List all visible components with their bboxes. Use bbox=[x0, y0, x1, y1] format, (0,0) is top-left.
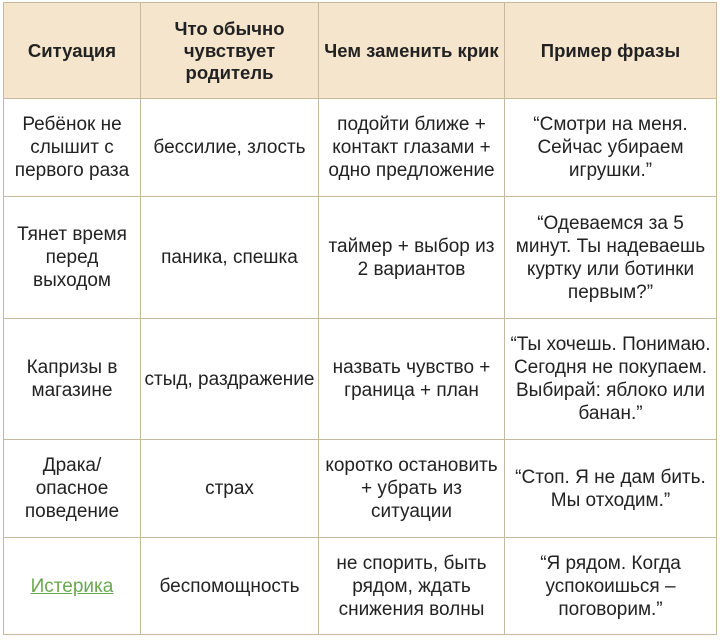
cell-phrase: “Я рядом. Когда успокоишься – поговорим.” bbox=[505, 538, 717, 635]
cell-situation: Ребёнок не слышит с первого раза bbox=[4, 99, 141, 197]
cell-situation bbox=[4, 538, 141, 635]
cell-feeling: стыд, раздражение bbox=[141, 319, 319, 440]
cell-phrase: “Ты хочешь. Понимаю. Сегодня не покупаем. Выбирай: яблоко или банан.” bbox=[505, 319, 717, 440]
cell-feeling: беспомощность bbox=[141, 538, 319, 635]
table-container bbox=[3, 2, 717, 635]
cell-replacement: назвать чувство + граница + план bbox=[319, 319, 505, 440]
cell-replacement: коротко остановить + убрать из ситуации bbox=[319, 440, 505, 538]
cell-feeling: паника, спешка bbox=[141, 197, 319, 319]
cell-replacement: таймер + выбор из 2 вариантов bbox=[319, 197, 505, 319]
table-row bbox=[4, 538, 717, 635]
table-row bbox=[4, 197, 717, 319]
table-row bbox=[4, 319, 717, 440]
cell-replacement: подойти ближе + контакт глазами + одно предложение bbox=[319, 99, 505, 197]
situation-link[interactable]: Истерика bbox=[30, 575, 114, 597]
cell-phrase: “Смотри на меня. Сейчас убираем игрушки.” bbox=[505, 99, 717, 197]
cell-situation: Тянет время перед выходом bbox=[4, 197, 141, 319]
cell-phrase: “Одеваемся за 5 минут. Ты надеваешь куртку или ботинки первым?” bbox=[505, 197, 717, 319]
header-example-phrase: Пример фразы bbox=[505, 3, 717, 99]
cell-feeling: бессилие, злость bbox=[141, 99, 319, 197]
table-row bbox=[4, 99, 717, 197]
table-row bbox=[4, 440, 717, 538]
cell-replacement: не спорить, быть рядом, ждать снижения волны bbox=[319, 538, 505, 635]
cell-phrase: “Стоп. Я не дам бить. Мы отходим.” bbox=[505, 440, 717, 538]
header-parent-feeling: Что обычно чувствует родитель bbox=[141, 3, 319, 99]
cell-situation: Драка/ опасное поведение bbox=[4, 440, 141, 538]
table-header-row bbox=[4, 3, 717, 99]
cell-feeling: страх bbox=[141, 440, 319, 538]
header-situation: Ситуация bbox=[4, 3, 141, 99]
header-replacement: Чем заменить крик bbox=[319, 3, 505, 99]
cell-situation: Капризы в магазине bbox=[4, 319, 141, 440]
parenting-situations-table bbox=[3, 2, 717, 635]
